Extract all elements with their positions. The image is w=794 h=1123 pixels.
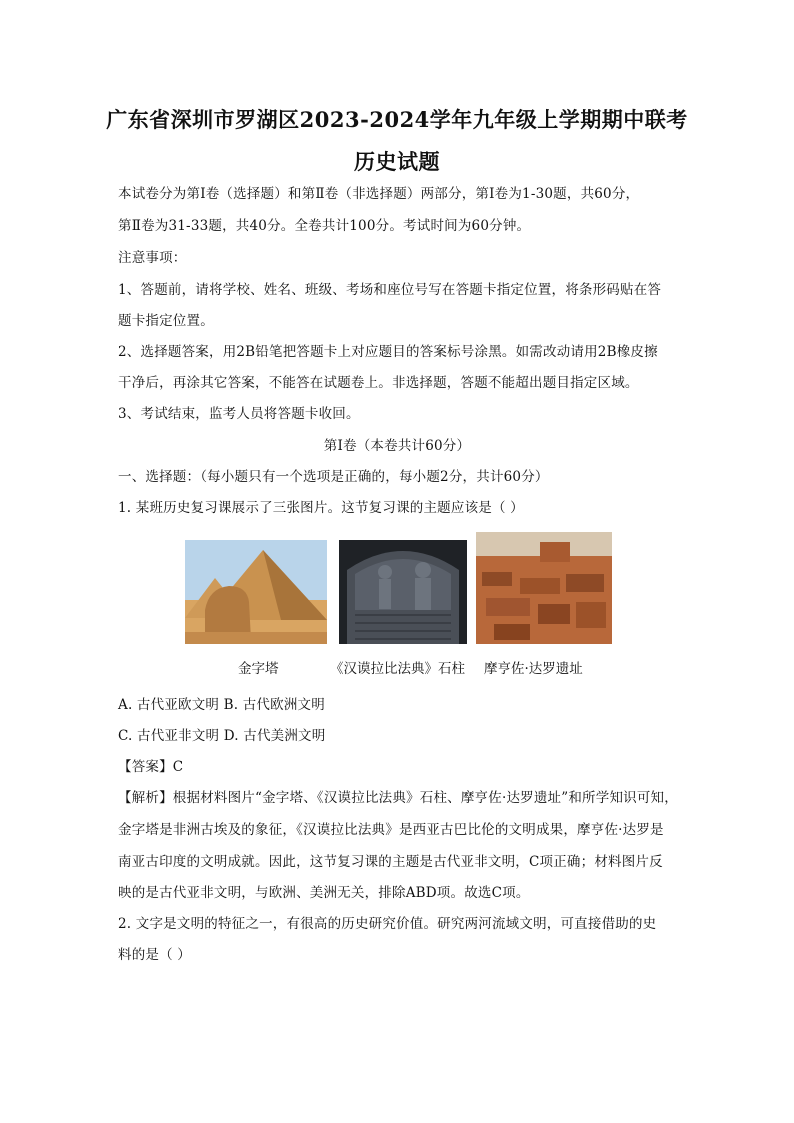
caption-pyramid: 金字塔 (238, 661, 279, 677)
notice-item-2-line-1: 2、选择题答案，用2B铅笔把答题卡上对应题目的答案标号涂黑。如需改动请用2B橡皮擦 (118, 344, 658, 360)
exam-subtitle: 历史试题 (354, 149, 440, 174)
notice-item-1-line-2: 题卡指定位置。 (118, 313, 214, 329)
question-2-stem-line-1: 2. 文字是文明的特征之一，有很高的历史研究价值。研究两河流域文明，可直接借助的史 (118, 916, 657, 932)
mohenjo-daro-image (476, 532, 612, 644)
notice-item-2-line-2: 干净后，再涂其它答案，不能答在试题卷上。非选择题，答题不能超出题目指定区域。 (118, 375, 639, 391)
caption-hammurabi: 《汉谟拉比法典》石柱 (330, 661, 465, 677)
section-header: 第Ⅰ卷（本卷共计60分） (323, 438, 471, 454)
intro-line-2: 第Ⅱ卷为31-33题，共40分。全卷共计100分。考试时间为60分钟。 (118, 218, 531, 234)
question-1-options-row-2: C. 古代亚非文明 D. 古代美洲文明 (118, 728, 326, 744)
question-1-analysis-line-4: 映的是古代亚非文明，与欧洲、美洲无关，排除ABD项。故选C项。 (118, 885, 530, 901)
hammurabi-stele-image (339, 540, 467, 644)
notice-heading: 注意事项： (118, 250, 187, 266)
notice-item-3: 3、考试结束，监考人员将答题卡收回。 (118, 406, 360, 422)
caption-mohenjo-daro: 摩亨佐·达罗遗址 (484, 661, 583, 677)
question-1-stem: 1. 某班历史复习课展示了三张图片。这节复习课的主题应该是（ ） (118, 500, 524, 516)
pyramid-illustration (185, 540, 327, 644)
ruins-illustration (476, 532, 612, 644)
question-1-analysis-line-2: 金字塔是非洲古埃及的象征，《汉谟拉比法典》是西亚古巴比伦的文明成果，摩亨佐·达罗是 (118, 822, 664, 838)
pyramid-image (185, 540, 327, 644)
question-1-options-row-1: A. 古代亚欧文明 B. 古代欧洲文明 (118, 697, 325, 713)
exam-title: 广东省深圳市罗湖区2023-2024学年九年级上学期期中联考 (106, 107, 688, 132)
section-instruction: 一、选择题：（每小题只有一个选项是正确的，每小题2分，共计60分） (118, 469, 549, 485)
intro-line-1: 本试卷分为第Ⅰ卷（选择题）和第Ⅱ卷（非选择题）两部分，第Ⅰ卷为1-30题，共60分， (118, 186, 640, 202)
notice-item-1-line-1: 1、答题前，请将学校、姓名、班级、考场和座位号写在答题卡指定位置，将条形码贴在答 (118, 282, 662, 298)
stele-illustration (339, 540, 467, 644)
question-1-analysis-line-1: 【解析】根据材料图片“金字塔、《汉谟拉比法典》石柱、摩亨佐·达罗遗址”和所学知识可知， (118, 790, 678, 806)
question-1-answer: 【答案】C (118, 759, 184, 775)
question-1-analysis-line-3: 南亚古印度的文明成就。因此，这节复习课的主题是古代亚非文明，C项正确；材料图片反 (118, 854, 663, 870)
question-2-stem-line-2: 料的是（ ） (118, 947, 191, 963)
